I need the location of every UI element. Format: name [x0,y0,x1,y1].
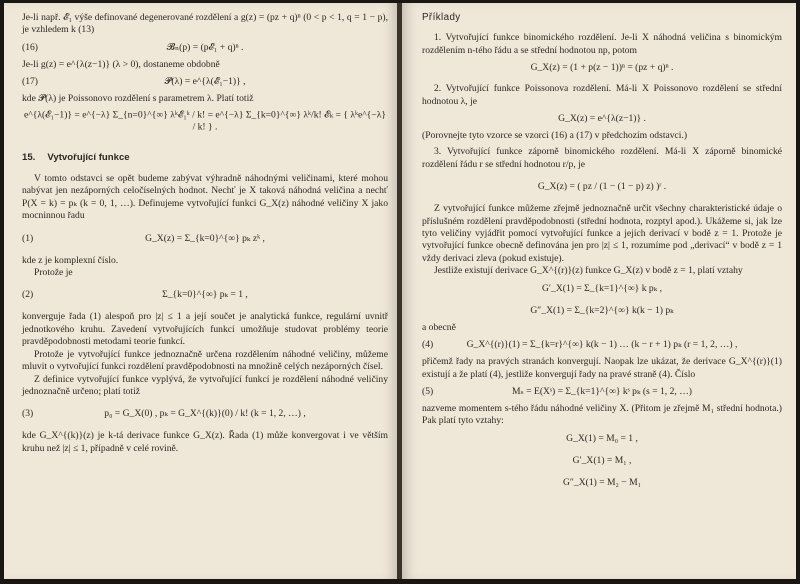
equation-m1 [422,428,782,450]
equation-body: 𝓟(λ) = e^{λ(𝓔₁−1)} , [164,76,246,88]
equation-2 [22,279,388,311]
left-page [4,3,398,579]
equation-4 [422,334,782,356]
paragraph: Z vytvořující funkce můžeme zřejmě jednoznačně určit všechny charakteristické údaje o příslušném rozdělení pravděpodobnosti (střední hodnota, rozptyl apod.). Ukážeme si, jak lze tyto veličiny vyjádřit pomocí vytvořující funkce a jejích derivací v bodě z = 1. Protože je vytvořující funkce obecně definována jen pro |z| ≤ 1, rozumíme pod „derivací“ v bodě z = 1 vždy derivaci zleva (pokud existuje). [422,203,782,264]
equation-body: G_X(z) = e^{λ(z−1)} . [558,112,646,124]
equation-body: e^{λ(𝓔₁−1)} = e^{−λ} Σ_{n=0}^{∞} λᵏ𝓔₁ᵏ / k! = e^{−λ} Σ_{k=0}^{∞} λᵏ/k! 𝓔ₖ = { λᵏe^{−λ} / k! } . [23,109,387,133]
paragraph: Protože je vytvořující funkce jednoznačně určena rozdělením náhodné veličiny, můžeme mluvit o vytvořující funkci rozdělení pravděpodobnosti na množině celých nezáporných čísel. [22,348,388,373]
equation-number: (4) [422,338,434,350]
equation-number: (16) [22,41,38,53]
equation-number: (2) [22,289,34,301]
equation-d2 [422,300,782,322]
equation-number: (17) [22,76,38,88]
equation-body: p₀ = G_X(0) , pₖ = G_X^{(k)}(0) / k! (k = 1, 2, …) , [104,408,306,420]
equation-m3 [422,472,782,494]
paragraph: Z definice vytvořující funkce vyplývá, že vytvořující funkcí je rozdělení náhodné veličiny jednoznačně určeno; platí totiž [22,373,388,397]
equation-1 [22,223,388,255]
paragraph: kde z je komplexní číslo. [22,254,119,266]
paragraph: V tomto odstavci se opět budeme zabývat výhradně náhodnými veličinami, které mohou nabývat jen nezáporných celočíselných hodnot. Nechť je X taková náhodná veličina a nechť P(X = k) = pₖ (k = 0, 1, …). Definujeme vytvořující funkci G_X(z) náhodné veličiny X jako mocninnou řadu [22,173,388,222]
equation-body: G_X(z) = (1 + p(z − 1))ⁿ = (pz + q)ⁿ . [530,62,674,74]
equation-number: (1) [22,232,34,244]
equation-body: G′_X(1) = M₁ , [572,454,632,466]
equation-body: G_X(z) = ( pz / (1 − (1 − p) z) )ʳ . [537,181,667,193]
equation-body: 𝓑ₙ(p) = (p𝓔₁ + q)ⁿ . [166,41,244,53]
equation-body: G_X^{(r)}(1) = Σ_{k=r}^{∞} k(k − 1) … (k − r + 1) pₖ (r = 1, 2, …) , [466,338,738,350]
equation-16 [22,37,388,59]
paragraph: nazveme momentem s-tého řádu náhodné veličiny X. (Přitom je zřejmě M₁ střední hodnota.) Pak platí tyto vztahy: [422,402,782,427]
paragraph: přičemž řady na pravých stranách konvergují. Naopak lze ukázat, že derivace G_X^{(r)}(1) existují a že platí (4), jestliže konvergují řady na pravé straně (4). Číslo [422,356,782,380]
note: (Porovnejte tyto vzorce se vzorci (16) a (17) v předchozím odstavci.) [422,130,688,142]
equation-m2 [422,450,782,472]
equation-body: G_X(z) = Σ_{k=0}^{∞} pₖ zᵏ , [145,232,265,244]
equation-body: G_X(1) = M₀ = 1 , [566,432,638,444]
paragraph: konverguje řada (1) alespoň pro |z| ≤ 1 a její součet je analytická funkce, regulární uvnitř jednotkového kruhu. Zavedení vytvořujících funkcí umožňuje studovat problémy teorie pravděpodobnosti metodami teorie funkcí. [22,311,388,348]
section-heading [22,152,388,164]
equation-ex1 [422,57,782,79]
paragraph: a obecně [422,321,456,333]
example-2: 2. Vytvořující funkce Poissonova rozdělení. Má-li X Poissonovo rozdělení se střední hodnotou λ, je [422,83,782,107]
section-number: 15. [22,151,36,163]
paragraph: kde G_X^{(k)}(z) je k-tá derivace funkce G_X(z). Řada (1) může konvergovat i ve větším kruhu než |z| ≤ 1, případně v celé rovině. [22,430,388,454]
intro-text: Je-li např. 𝓔₁ výše definované degenerované rozdělení a g(z) = (pz + q)ⁿ (0 < p < 1, q = 1 − p), je vzhledem k (13) [22,12,388,36]
example-1: 1. Vytvořující funkce binomického rozdělení. Je-li X náhodná veličina s binomickým rozdělením n-tého řádu a se střední hodnotou np, potom [422,32,782,56]
paragraph: Jestliže existují derivace G_X^{(r)}(z) funkce G_X(z) v bodě z = 1, platí vztahy [434,265,743,277]
page-heading: Příklady [422,12,461,23]
equation-body: G″_X(1) = Σ_{k=2}^{∞} k(k − 1) pₖ [530,304,674,316]
equation-ex2 [422,108,782,130]
equation-number: (5) [422,385,434,397]
equation-5 [422,381,782,403]
equation-number: (3) [22,408,34,420]
book-spread [4,3,796,581]
equation-body: G″_X(1) = M₂ − M₁ [562,476,641,488]
paragraph: Protože je [34,267,73,279]
equation-ex3 [422,171,782,203]
paragraph: Je-li g(z) = e^{λ(z−1)} (λ > 0), dostaneme obdobně [22,58,220,70]
equation-17 [22,71,388,93]
paragraph: kde 𝓟(λ) je Poissonovo rozdělení s parametrem λ. Platí totiž [22,93,254,105]
equation-totiz [22,106,388,138]
equation-body: G′_X(1) = Σ_{k=1}^{∞} k pₖ , [542,282,662,294]
equation-body: Mₛ = E(Xˢ) = Σ_{k=1}^{∞} kˢ pₖ (s = 1, 2, …) [512,385,692,397]
section-title: Vytvořující funkce [47,151,130,163]
equation-body: Σ_{k=0}^{∞} pₖ = 1 , [162,289,248,301]
equation-3 [22,398,388,430]
example-3: 3. Vytvořující funkce záporně binomického rozdělení. Má-li X záporně binomické rozdělení řádu r se střední hodnotou r/p, je [422,146,782,170]
equation-d1 [422,278,782,300]
right-page [402,3,796,579]
